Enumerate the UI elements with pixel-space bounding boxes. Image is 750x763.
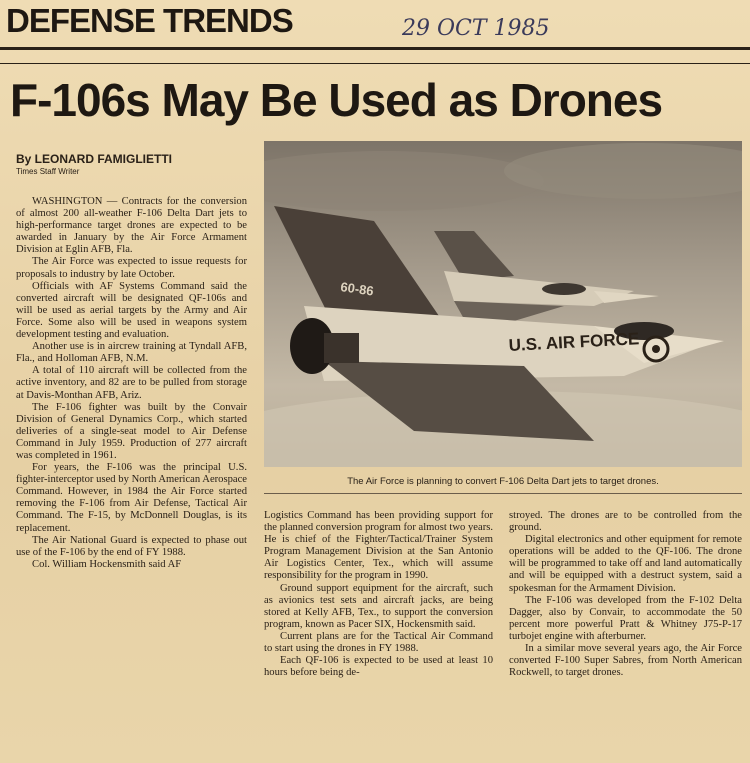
rear-jet bbox=[434, 231, 659, 321]
paragraph: Ground support equipment for the aircraft, such as avionics test sets and aircraft jacks, are being stored at Kelly AFB, Tex., to support the conversion program, known as Pacer SIX, Hockensmith said. bbox=[264, 582, 493, 630]
aircraft-photo bbox=[264, 141, 742, 467]
paragraph: The F-106 fighter was built by the Convair Division of General Dynamics Corp., which started deliveries of a single-seat model to Air Defense Command in July 1959. Production of 277 aircraft was completed in 1961. bbox=[16, 401, 247, 461]
fuselage-text: U.S. AIR FORCE bbox=[508, 329, 640, 355]
paragraph: The Air Force was expected to issue requests for proposals to industry by late October. bbox=[16, 256, 247, 280]
byline-author: By LEONARD FAMIGLIETTI bbox=[16, 152, 172, 166]
paragraph: The F-106 was developed from the F-102 Delta Dagger, also by Convair, to accommodate the 50 percent more powerful Pratt & Whitney J75-P-17 turbojet engine with afterburner. bbox=[509, 594, 742, 642]
paragraph: Digital electronics and other equipment for remote operations will be added to the QF-106. The drone will be programmed to take off and land automatically and will be equipped with a destruct system, said a spokesman for the Armament Division. bbox=[509, 534, 742, 594]
top-rule bbox=[0, 47, 750, 50]
paragraph: Col. William Hockensmith said AF bbox=[32, 558, 182, 570]
byline bbox=[16, 152, 172, 177]
article-column-2 bbox=[264, 510, 493, 679]
paragraph: Logistics Command has been providing support for the planned conversion program for almost two years. He is chief of the Fighter/Tactical/Trainer System Program Management Division at the San Antonio Air Logistics Center, Tex., which will assume responsibility for the program in 1990. bbox=[264, 510, 493, 582]
headline: F-106s May Be Used as Drones bbox=[10, 74, 663, 126]
paragraph: Another use is in aircrew training at Tyndall AFB, Fla., and Holloman AFB, N.M. bbox=[16, 341, 247, 365]
byline-role: Times Staff Writer bbox=[16, 167, 80, 176]
f106-jets-illustration bbox=[264, 141, 742, 467]
paragraph: Current plans are for the Tactical Air Command to start using the drones in FY 1988. bbox=[264, 630, 493, 655]
thin-rule bbox=[0, 63, 750, 64]
paragraph: A total of 110 aircraft will be collected from the active inventory, and 82 are to be pulled from storage at Davis-Monthan AFB, Ariz. bbox=[16, 365, 247, 401]
paragraph: stroyed. The drones are to be controlled from the ground. bbox=[509, 510, 742, 534]
paragraph: WASHINGTON — Contracts for the conversion of almost 200 all-weather F-106 Delta Dart jets to high-performance target drones are expected to be awarded in January by the Air Force Armament Division at Eglin AFB, Fla. bbox=[16, 196, 247, 256]
photo-caption: The Air Force is planning to convert F-106 Delta Dart jets to target drones. bbox=[347, 476, 659, 487]
tail-number: 60-86 bbox=[339, 279, 375, 299]
article-column-1 bbox=[16, 196, 247, 571]
caption-rule bbox=[264, 493, 742, 494]
paragraph: For years, the F-106 was the principal U.S. fighter-interceptor used by North American Aerospace Command. However, in 1984 the Air Force started removing the F-106 from Air Defense, Tactical Air Command. The F-15, by McDonnell Douglas, is its replacement. bbox=[16, 462, 247, 534]
paragraph: Officials with AF Systems Command said the converted aircraft will be designated QF-106s and will be used as aerial targets by the Army and Air Force. Some also will be used in weapons system development testing and evaluation. bbox=[16, 280, 247, 341]
paragraph: In a similar move several years ago, the Air Force converted F-100 Super Sabres, from North American Rockwell, to target drones. bbox=[509, 643, 742, 679]
paragraph: Each QF-106 is expected to be used at least 10 hours before being de- bbox=[264, 655, 493, 679]
paragraph: The Air National Guard is expected to phase out use of the F-106 by the end of FY 1988. bbox=[16, 534, 247, 558]
section-heading: DEFENSE TRENDS bbox=[6, 2, 293, 39]
article-column-3 bbox=[509, 510, 742, 679]
handwritten-date: 29 OCT 1985 bbox=[402, 16, 550, 41]
